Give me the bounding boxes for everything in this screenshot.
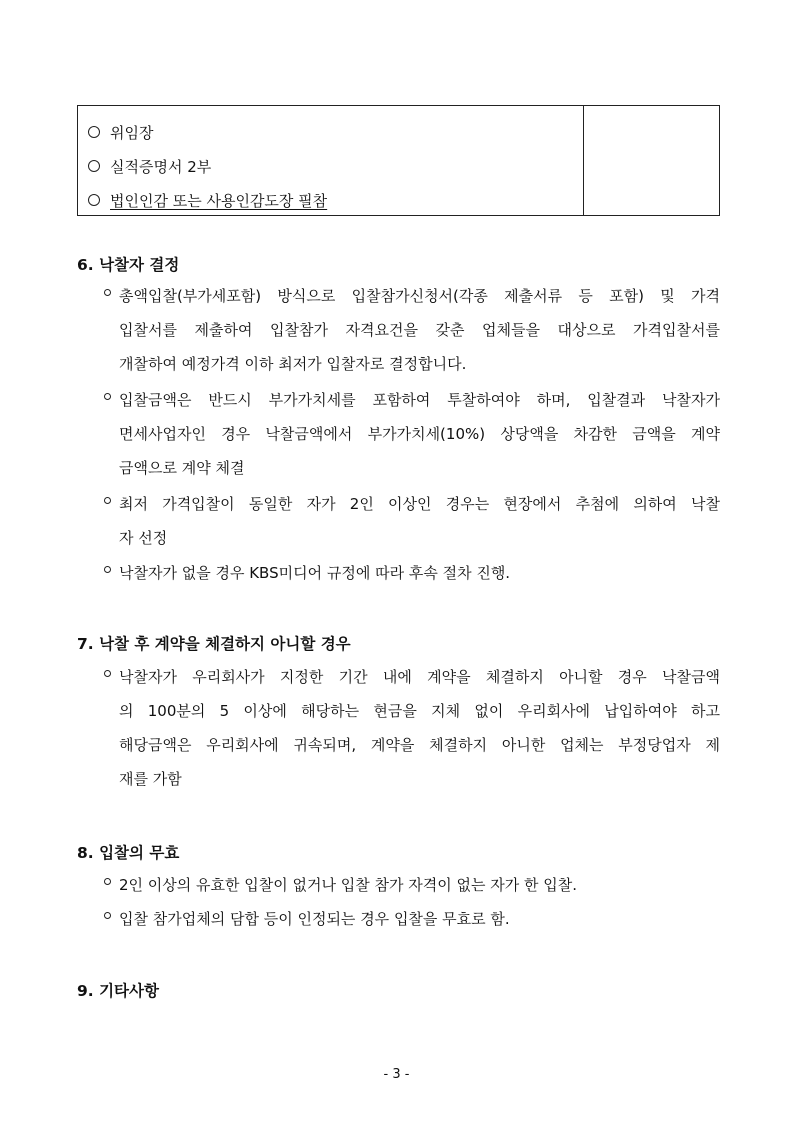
bullet-text	[119, 902, 720, 936]
list-item	[95, 383, 720, 485]
circle-bullet-icon	[88, 126, 100, 138]
list-item	[95, 902, 720, 936]
empty-cell	[584, 106, 719, 215]
small-circle-bullet-icon	[104, 878, 111, 885]
text-line: 입찰금액은 반드시 부가가치세를 포함하여 투찰하여야 하며, 입찰결과 낙찰자가	[119, 391, 720, 409]
table-item-text: 실적증명서 2부	[110, 157, 212, 176]
text-line: 입찰서를 제출하여 입찰참가 자격요건을 갖춘 업체들을 대상으로 가격입찰서를	[119, 321, 720, 339]
table-item-text: 법인인감 또는 사용인감도장 필참	[110, 191, 328, 210]
list-item	[95, 660, 720, 796]
text-line: 금액으로 계약 체결	[119, 459, 245, 477]
bullet-text	[119, 556, 720, 590]
table-item	[78, 149, 583, 183]
text-line: 최저 가격입찰이 동일한 자가 2인 이상인 경우는 현장에서 추첨에 의하여 낙찰	[119, 495, 720, 513]
small-circle-bullet-icon	[104, 289, 111, 296]
list-item	[95, 487, 720, 555]
page-number: - 3 -	[383, 1067, 410, 1082]
table-item	[78, 183, 583, 217]
list-item	[95, 868, 720, 902]
text-line: 해당금액은 우리회사에 귀속되며, 계약을 체결하지 아니한 업체는 부정당업자 제	[119, 736, 720, 754]
table-item-text: 위임장	[110, 123, 154, 142]
small-circle-bullet-icon	[104, 566, 111, 573]
text-line: 총액입찰(부가세포함) 방식으로 입찰참가신청서(각종 제출서류 등 포함) 및 가격	[119, 287, 720, 305]
bullet-text	[119, 383, 720, 485]
small-circle-bullet-icon	[104, 912, 111, 919]
text-line: 면세사업자인 경우 낙찰금액에서 부가가치세(10%) 상당액을 차감한 금액을 계약	[119, 425, 720, 443]
bullet-text	[119, 660, 720, 796]
section-title-6: 6. 낙찰자 결정	[77, 256, 180, 274]
bullet-text	[119, 279, 720, 381]
bullet-text	[119, 487, 720, 555]
text-line: 2인 이상의 유효한 입찰이 없거나 입찰 참가 자격이 없는 자가 한 입찰.	[119, 876, 577, 894]
requirements-table	[77, 105, 720, 216]
text-line: 입찰 참가업체의 담합 등이 인정되는 경우 입찰을 무효로 함.	[119, 910, 510, 928]
small-circle-bullet-icon	[104, 393, 111, 400]
text-line: 낙찰자가 없을 경우 KBS미디어 규정에 따라 후속 절차 진행.	[119, 564, 511, 582]
circle-bullet-icon	[88, 194, 100, 206]
small-circle-bullet-icon	[104, 497, 111, 504]
bullet-text	[119, 868, 720, 902]
text-line: 재를 가함	[119, 770, 182, 788]
section-title-9: 9. 기타사항	[77, 982, 159, 1000]
requirements-cell	[78, 106, 584, 215]
section-title-7: 7. 낙찰 후 계약을 체결하지 아니할 경우	[77, 635, 351, 653]
small-circle-bullet-icon	[104, 670, 111, 677]
list-item	[95, 279, 720, 381]
table-item	[78, 115, 583, 149]
text-line: 개찰하여 예정가격 이하 최저가 입찰자로 결정합니다.	[119, 355, 467, 373]
text-line: 자 선정	[119, 529, 168, 547]
text-line: 의 100분의 5 이상에 해당하는 현금을 지체 없이 우리회사에 납입하여야 하고	[119, 702, 720, 720]
list-item	[95, 556, 720, 590]
text-line: 낙찰자가 우리회사가 지정한 기간 내에 계약을 체결하지 아니할 경우 낙찰금액	[119, 668, 720, 686]
section-title-8: 8. 입찰의 무효	[77, 844, 180, 862]
circle-bullet-icon	[88, 160, 100, 172]
